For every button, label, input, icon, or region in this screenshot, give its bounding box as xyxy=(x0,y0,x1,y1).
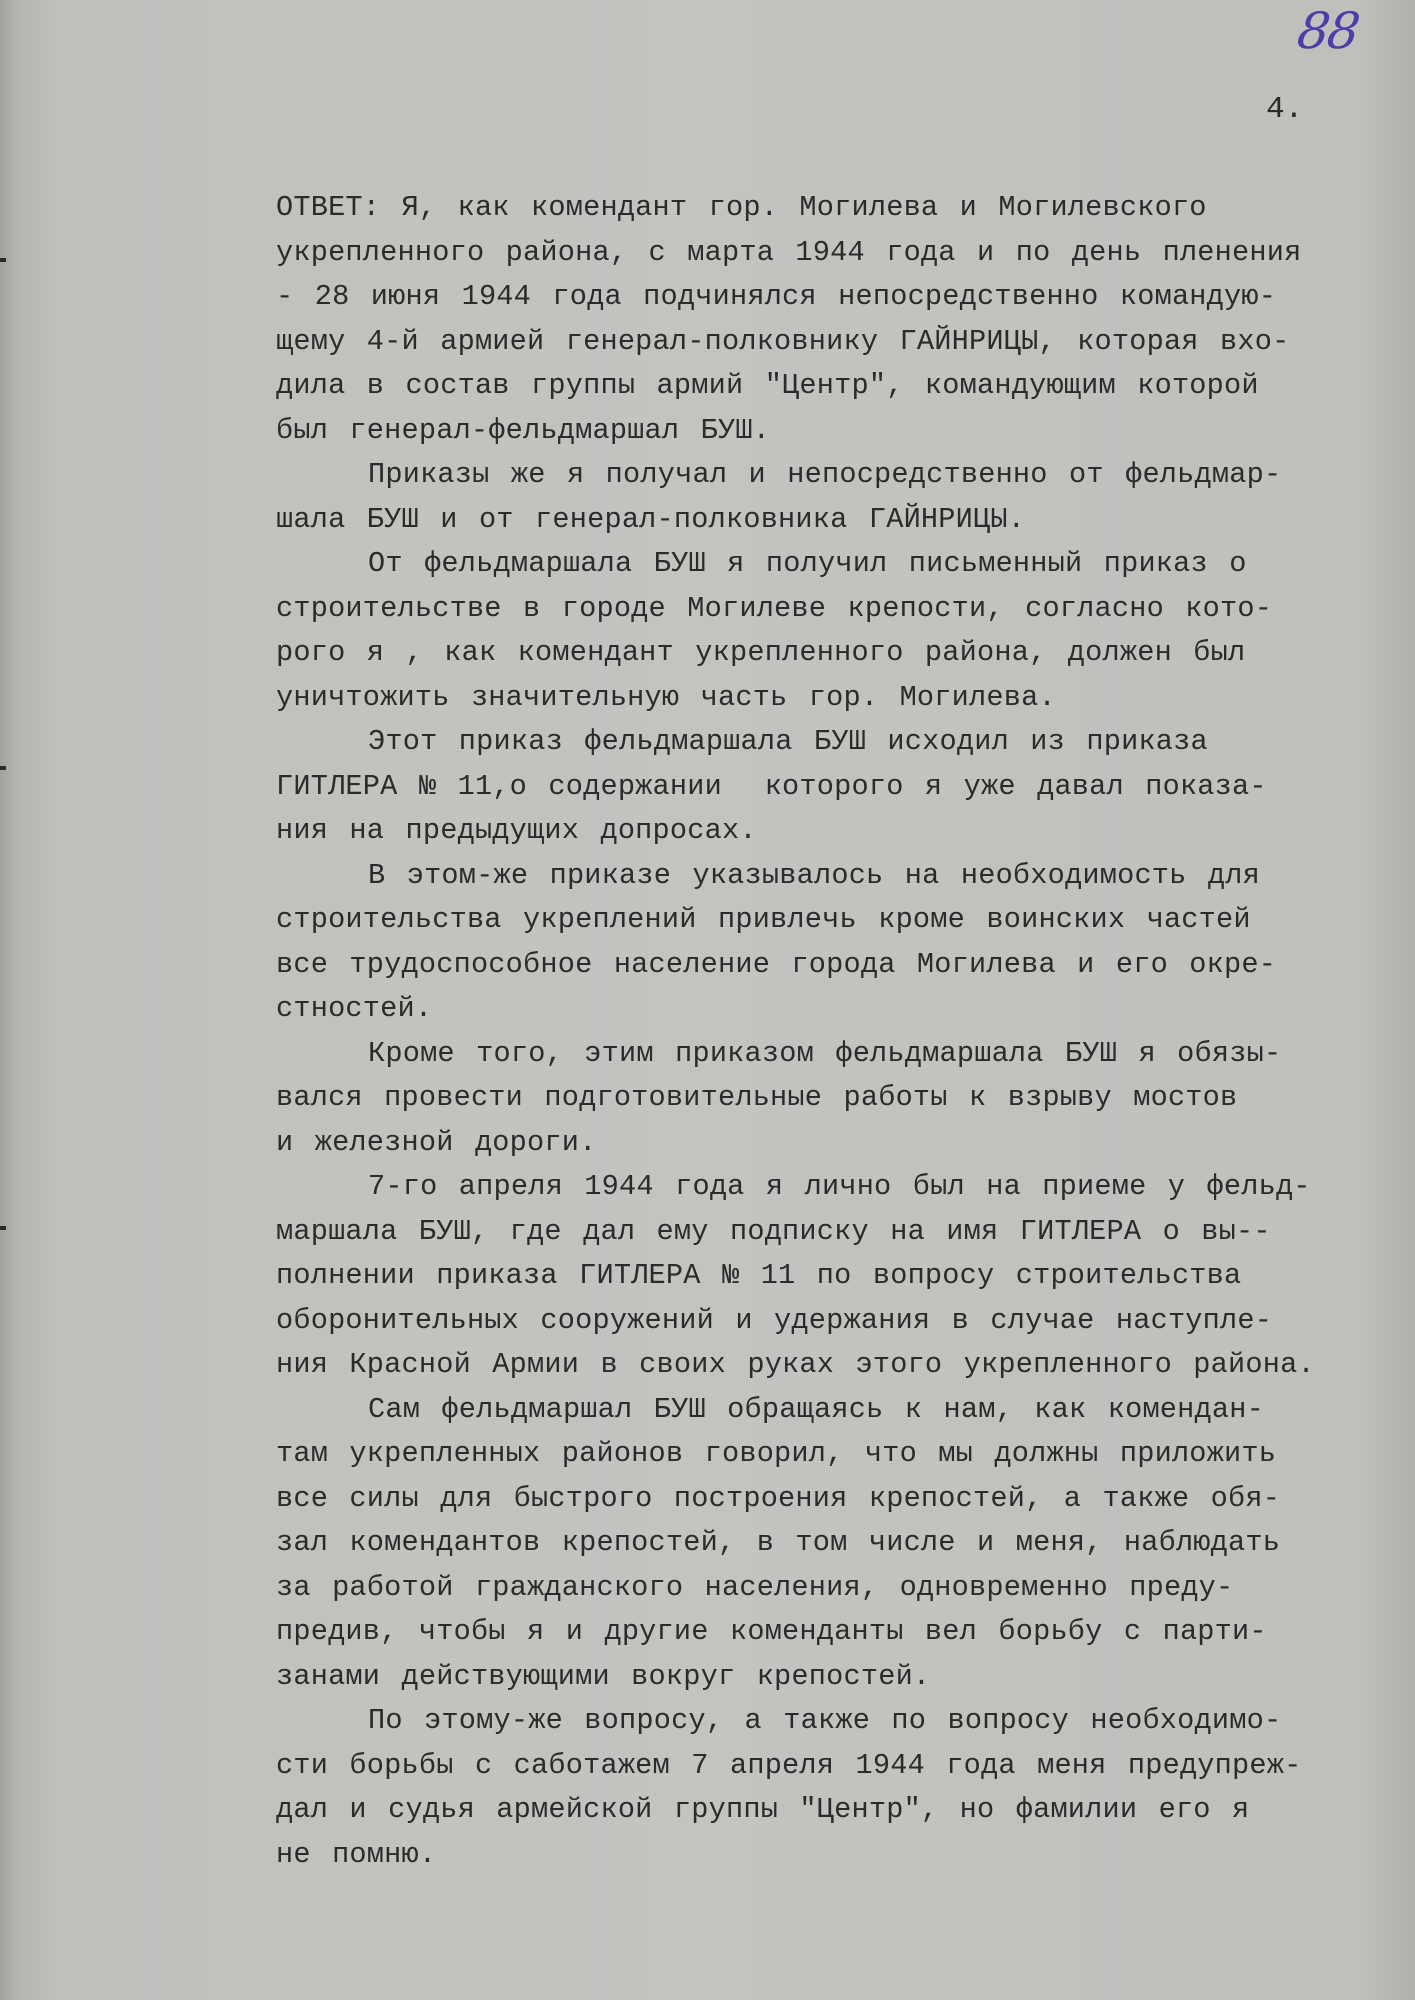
text-line: и железной дороги. xyxy=(276,1125,597,1159)
paragraph xyxy=(276,1032,1356,1166)
margin-mark xyxy=(0,766,6,770)
paragraph xyxy=(276,453,1356,542)
text-line: - 28 июня 1944 года подчинялся непосредственно командую- xyxy=(276,280,1277,313)
paragraph xyxy=(276,854,1356,1032)
text-line: полнении приказа ГИТЛЕРА № 11 по вопросу строительства xyxy=(276,1259,1242,1292)
text-line: не помню. xyxy=(276,1837,437,1871)
text-line: дила в состав группы армий "Центр", командующим которой xyxy=(276,369,1259,402)
text-line: ния Красной Армии в своих руках этого укрепленного района. xyxy=(276,1348,1315,1381)
text-line: 7-го апреля 1944 года я лично был на приеме у фельд- xyxy=(368,1170,1311,1203)
margin-mark xyxy=(0,1226,6,1230)
text-line: рого я , как комендант укрепленного района, должен был xyxy=(276,636,1246,669)
text-line: маршала БУШ, где дал ему подписку на имя ГИТЛЕРА о вы-- xyxy=(276,1214,1271,1248)
text-line: сти борьбы с саботажем 7 апреля 1944 года меня предупреж- xyxy=(276,1748,1302,1782)
text-line: щему 4-й армией генерал-полковнику ГАЙНРИЦЫ, которая вхо- xyxy=(276,324,1290,358)
text-line: все силы для быстрого построения крепостей, а также обя- xyxy=(276,1481,1281,1515)
text-line: стностей. xyxy=(276,992,433,1025)
text-line: По этому-же вопросу, а также по вопросу необходимо- xyxy=(368,1704,1282,1737)
text-line: Этот приказ фельдмаршала БУШ исходил из приказа xyxy=(368,725,1208,758)
text-line: за работой гражданского населения, одновременно преду- xyxy=(276,1570,1234,1604)
text-line: Приказы же я получал и непосредственно от фельдмар- xyxy=(368,458,1282,491)
text-line: там укрепленных районов говорил, что мы должны приложить xyxy=(276,1437,1277,1470)
paragraph xyxy=(276,186,1356,453)
paragraph xyxy=(276,720,1356,854)
text-line: уничтожить значительную часть гор. Могилева. xyxy=(276,680,1056,714)
text-line: предив, чтобы я и другие коменданты вел борьбу с парти- xyxy=(276,1615,1267,1648)
page-number: 4. xyxy=(1266,92,1304,127)
handwritten-archive-number: 88 xyxy=(1293,2,1362,60)
text-line: зал комендантов крепостей, в том числе и меня, наблюдать xyxy=(276,1526,1281,1559)
text-line: был генерал-фельдмаршал БУШ. xyxy=(276,413,771,447)
text-line: строительстве в городе Могилеве крепости, согласно кото- xyxy=(276,591,1273,625)
margin-mark xyxy=(0,258,6,262)
typed-testimony-text xyxy=(276,186,1356,1877)
text-line: все трудоспособное население города Могилева и его окре- xyxy=(276,947,1277,981)
text-line: Кроме того, этим приказом фельдмаршала БУШ я обязы- xyxy=(368,1036,1282,1070)
text-line: вался провести подготовительные работы к взрыву мостов xyxy=(276,1081,1238,1114)
text-line: укрепленного района, с марта 1944 года и по день пленения xyxy=(276,235,1302,269)
paragraph xyxy=(276,1699,1356,1877)
paragraph xyxy=(276,1165,1356,1388)
text-line: Сам фельдмаршал БУШ обращаясь к нам, как комендан- xyxy=(368,1392,1264,1426)
text-line: ОТВЕТ: Я, как комендант гор. Могилева и Могилевского xyxy=(276,191,1207,224)
text-line: занами действующими вокруг крепостей. xyxy=(276,1659,931,1693)
text-line: шала БУШ и от генерал-полковника ГАЙНРИЦЫ. xyxy=(276,502,1026,536)
text-line: ния на предыдущих допросах. xyxy=(276,814,757,847)
text-line: ГИТЛЕРА № 11,о содержании которого я уже давал показа- xyxy=(276,769,1267,803)
text-line: В этом-же приказе указывалось на необходимость для xyxy=(368,858,1260,892)
text-line: От фельдмаршала БУШ я получил письменный приказ о xyxy=(368,547,1247,580)
text-line: строительства укреплений привлечь кроме воинских частей xyxy=(276,903,1251,936)
text-line: оборонительных сооружений и удержания в случае наступле- xyxy=(276,1303,1273,1337)
paragraph xyxy=(276,1388,1356,1700)
paragraph xyxy=(276,542,1356,720)
text-line: дал и судья армейской группы "Центр", но фамилии его я xyxy=(276,1793,1250,1826)
